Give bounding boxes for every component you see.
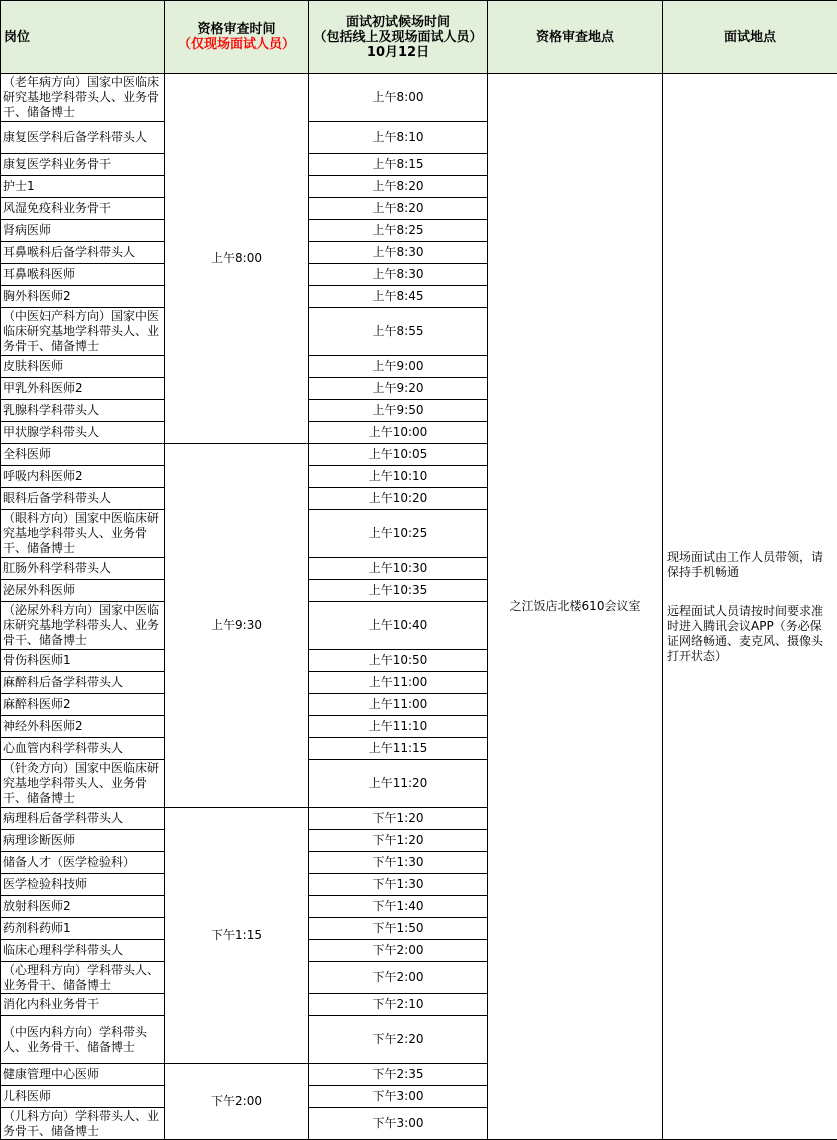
header-review-location: 资格审查地点: [488, 1, 663, 74]
position-cell: 肾病医师: [1, 220, 165, 242]
header-interview-time: [309, 1, 488, 74]
position-cell: 消化内科业务骨干: [1, 994, 165, 1016]
interview-time-cell: 下午1:50: [309, 918, 488, 940]
interview-time-cell: 上午11:00: [309, 694, 488, 716]
interview-time-cell: 下午3:00: [309, 1086, 488, 1108]
position-cell: 麻醉科医师2: [1, 694, 165, 716]
position-cell: 麻醉科后备学科带头人: [1, 672, 165, 694]
position-cell: 胸外科医师2: [1, 286, 165, 308]
interview-time-cell: 上午10:20: [309, 488, 488, 510]
interview-time-cell: 上午10:10: [309, 466, 488, 488]
interview-time-cell: 上午8:45: [309, 286, 488, 308]
interview-time-cell: 下午2:00: [309, 940, 488, 962]
interview-time-cell: 上午11:15: [309, 738, 488, 760]
review-location-cell: 之江饭店北楼610会议室: [488, 74, 663, 1140]
position-cell: 风湿免疫科业务骨干: [1, 198, 165, 220]
position-cell: 甲乳外科医师2: [1, 378, 165, 400]
position-cell: 甲状腺学科带头人: [1, 422, 165, 444]
interview-time-cell: 上午11:20: [309, 760, 488, 808]
review-time-cell: 上午8:00: [165, 74, 309, 444]
interview-time-cell: 上午10:40: [309, 602, 488, 650]
header-position: 岗位: [1, 1, 165, 74]
position-cell: 乳腺科学科带头人: [1, 400, 165, 422]
position-cell: （泌尿外科方向）国家中医临床研究基地学科带头人、业务骨干、储备博士: [1, 602, 165, 650]
interview-time-cell: 下午2:00: [309, 962, 488, 994]
position-cell: （中医内科方向）学科带头人、业务骨干、储备博士: [1, 1016, 165, 1064]
interview-time-cell: 上午8:30: [309, 242, 488, 264]
interview-time-cell: 上午8:10: [309, 122, 488, 154]
position-cell: （眼科方向）国家中医临床研究基地学科带头人、业务骨干、储备博士: [1, 510, 165, 558]
position-cell: 耳鼻喉科后备学科带头人: [1, 242, 165, 264]
position-cell: 全科医师: [1, 444, 165, 466]
position-cell: 储备人才（医学检验科）: [1, 852, 165, 874]
position-cell: 儿科医师: [1, 1086, 165, 1108]
interview-time-cell: 上午10:50: [309, 650, 488, 672]
position-cell: 康复医学科后备学科带头人: [1, 122, 165, 154]
interview-time-cell: 下午1:20: [309, 808, 488, 830]
position-cell: 心血管内科学科带头人: [1, 738, 165, 760]
interview-time-cell: 上午10:05: [309, 444, 488, 466]
position-cell: 眼科后备学科带头人: [1, 488, 165, 510]
interview-location-note: 远程面试人员请按时间要求准时进入腾讯会议APP（务必保证网络畅通、麦克风、摄像头打开状态）: [667, 604, 833, 664]
header-interview-location: 面试地点: [663, 1, 837, 74]
interview-time-cell: 上午8:00: [309, 74, 488, 122]
position-cell: （针灸方向）国家中医临床研究基地学科带头人、业务骨干、储备博士: [1, 760, 165, 808]
interview-time-cell: 上午11:00: [309, 672, 488, 694]
review-time-cell: 下午2:00: [165, 1064, 309, 1140]
interview-time-cell: 下午2:20: [309, 1016, 488, 1064]
position-cell: 神经外科医师2: [1, 716, 165, 738]
interview-time-cell: 下午1:20: [309, 830, 488, 852]
header-row: [1, 1, 837, 74]
interview-time-cell: 下午1:30: [309, 874, 488, 896]
header-interview-time-title: 面试初试候场时间: [346, 15, 450, 30]
interview-time-cell: 上午8:15: [309, 154, 488, 176]
header-review-time-title: 资格审查时间: [197, 22, 275, 37]
interview-time-cell: 上午8:25: [309, 220, 488, 242]
header-review-time-note: （仅现场面试人员）: [178, 37, 295, 52]
position-cell: （中医妇产科方向）国家中医临床研究基地学科带头人、业务骨干、储备博士: [1, 308, 165, 356]
interview-location-note: 现场面试由工作人员带领，请保持手机畅通: [667, 550, 833, 580]
header-interview-date: 10月12日: [367, 45, 429, 60]
interview-time-cell: 下午3:00: [309, 1108, 488, 1140]
interview-time-cell: 下午2:10: [309, 994, 488, 1016]
interview-time-cell: 上午9:50: [309, 400, 488, 422]
position-cell: 呼吸内科医师2: [1, 466, 165, 488]
interview-time-cell: 上午10:35: [309, 580, 488, 602]
interview-time-cell: 上午9:20: [309, 378, 488, 400]
interview-time-cell: 上午10:30: [309, 558, 488, 580]
header-interview-time-note: （包括线上及现场面试人员）: [313, 30, 482, 45]
position-cell: 药剂科药师1: [1, 918, 165, 940]
interview-time-cell: 上午10:25: [309, 510, 488, 558]
position-cell: 骨伤科医师1: [1, 650, 165, 672]
position-cell: （儿科方向）学科带头人、业务骨干、储备博士: [1, 1108, 165, 1140]
position-cell: 病理科后备学科带头人: [1, 808, 165, 830]
interview-time-cell: 下午1:30: [309, 852, 488, 874]
review-time-cell: 下午1:15: [165, 808, 309, 1064]
position-cell: （老年病方向）国家中医临床研究基地学科带头人、业务骨干、储备博士: [1, 74, 165, 122]
position-cell: 康复医学科业务骨干: [1, 154, 165, 176]
interview-time-cell: 上午10:00: [309, 422, 488, 444]
interview-time-cell: 上午8:20: [309, 198, 488, 220]
position-cell: 病理诊断医师: [1, 830, 165, 852]
interview-time-cell: 上午8:30: [309, 264, 488, 286]
review-time-cell: 上午9:30: [165, 444, 309, 808]
position-cell: 肛肠外科学科带头人: [1, 558, 165, 580]
position-cell: （心理科方向）学科带头人、业务骨干、储备博士: [1, 962, 165, 994]
position-cell: 放射科医师2: [1, 896, 165, 918]
position-cell: 耳鼻喉科医师: [1, 264, 165, 286]
position-cell: 皮肤科医师: [1, 356, 165, 378]
position-cell: 护士1: [1, 176, 165, 198]
table-row: [1, 74, 837, 122]
position-cell: 健康管理中心医师: [1, 1064, 165, 1086]
interview-time-cell: 下午1:40: [309, 896, 488, 918]
position-cell: 临床心理科学科带头人: [1, 940, 165, 962]
interview-time-cell: 上午11:10: [309, 716, 488, 738]
interview-location-cell: [663, 74, 837, 1140]
interview-time-cell: 下午2:35: [309, 1064, 488, 1086]
position-cell: 泌尿外科医师: [1, 580, 165, 602]
header-review-time: [165, 1, 309, 74]
interview-time-cell: 上午9:00: [309, 356, 488, 378]
interview-time-cell: 上午8:20: [309, 176, 488, 198]
schedule-body: [1, 74, 837, 1140]
position-cell: 医学检验科技师: [1, 874, 165, 896]
interview-time-cell: 上午8:55: [309, 308, 488, 356]
